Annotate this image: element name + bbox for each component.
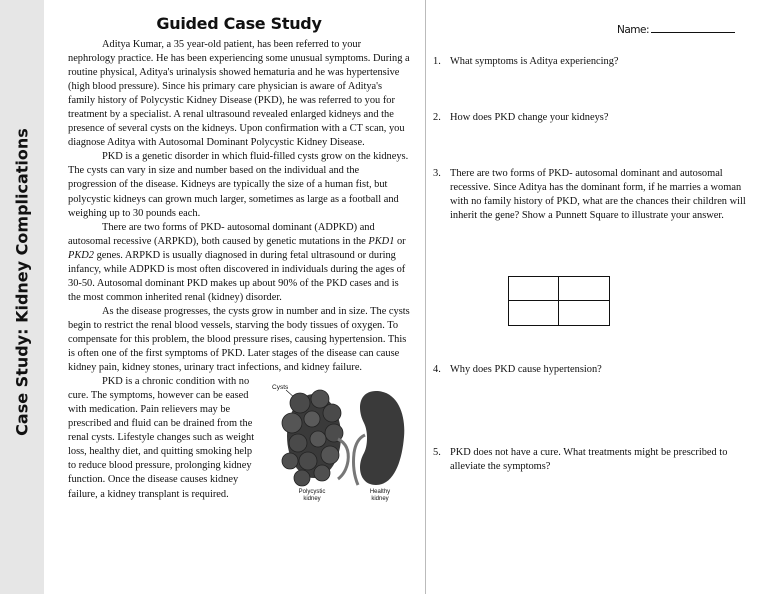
sidebar-label: Case Study: Kidney Complications	[12, 128, 32, 436]
name-field[interactable]	[617, 22, 735, 36]
paragraph-pkd-forms	[68, 221, 410, 305]
question-text: What symptoms is Aditya experiencing?	[450, 56, 619, 67]
question-text: How does PKD change your kidneys?	[450, 112, 609, 123]
question-number: 2.	[433, 112, 441, 123]
cysts-label: Cysts	[272, 384, 289, 392]
question-number: 5.	[433, 447, 441, 458]
healthy-label-2: kidney	[371, 496, 389, 503]
question-5	[433, 446, 759, 474]
paragraph-treatment: PKD is a chronic condition with no cure. The symptoms, however can be eased with medication. Pain relievers may be prescribed and fluid can be drained from the renal cysts. Lifestyle changes such as weight loss, healthy diet, and quitting smoking help to reduce blood pressure, prolonging kidney function. Once the disease causes kidney failure, a kidney transplant is required.	[68, 376, 255, 500]
paragraph-intro: Aditya Kumar, a 35 year-old patient, has been referred to your nephrology practice. He has been experiencing some unusual symptoms. During a routine physical, Aditya's urinalysis showed hematuria and he was hypertensive (high blood pressure). Since his primary care physician is aware of Aditya's family history of Polycystic Kidney Disease (PKD), he was referred to you for treatment by a specialist. A renal ultrasound revealed enlarged kidneys and the presence of several cysts on the kidneys. Upon confirmation with a CT scan, you diagnose Aditya with Autosomal Dominant Polycystic Kidney Disease.	[68, 39, 410, 149]
case-study-column	[68, 12, 410, 502]
question-number: 4.	[433, 364, 441, 375]
name-label: Name:	[617, 24, 650, 36]
question-number: 3.	[433, 168, 441, 179]
column-divider	[425, 0, 426, 594]
healthy-kidney-drawing	[354, 391, 405, 485]
question-number: 1.	[433, 56, 441, 67]
question-text: PKD does not have a cure. What treatments might be prescribed to alleviate the symptoms?	[450, 447, 728, 472]
polycystic-label-1: Polycystic	[298, 489, 326, 496]
polycystic-kidney-drawing	[282, 390, 348, 486]
name-blank-line[interactable]	[651, 22, 735, 33]
para3-before: There are two forms of PKD- autosomal dominant (ADPKD) and autosomal recessive (ARPKD), both caused by genetic mutations in the	[68, 221, 375, 247]
question-1	[433, 55, 759, 69]
sidebar-banner	[0, 0, 44, 594]
punnett-divider-horizontal	[509, 300, 609, 301]
gene-pkd2: PKD2	[68, 249, 94, 261]
kidney-illustration	[268, 381, 408, 515]
question-3	[433, 167, 759, 223]
question-2	[433, 111, 759, 125]
healthy-label-1: Healthy	[369, 489, 391, 496]
question-text: Why does PKD cause hypertension?	[450, 364, 602, 375]
treatment-section	[68, 375, 410, 501]
para3-or: or	[394, 235, 406, 247]
punnett-square[interactable]	[508, 276, 610, 326]
paragraph-pkd-definition: PKD is a genetic disorder in which fluid-filled cysts grow on the kidneys. The cysts can vary in size and number based on the individual and the progression of the disease. Kidneys are typically the size of a human fist, but polycystic kidneys can grown much larger, sometimes as large as a football and weighing up to 30 pounds each.	[68, 151, 409, 219]
paragraph-progression: As the disease progresses, the cysts grow in number and in size. The cysts begin to restrict the renal blood vessels, starving the body tissues of oxygen. To compensate for this problem, the blood pressure rises, causing hypertension. This is often one of the first symptoms of PKD. Later stages of the disease can cause kidney pain, kidney stones, urinary tract infections, and kidney failure.	[68, 305, 410, 374]
page-title: Guided Case Study	[156, 14, 322, 33]
question-4	[433, 363, 759, 377]
gene-pkd1: PKD1	[368, 235, 395, 247]
para3-after: genes. ARPKD is usually diagnosed in during fetal ultrasound or during infancy, while ADPKD is most often discovered in individuals during the ages of 30-50. Autosomal dominant PKD makes up about 90% of the PKD cases and is the most common inherited renal (kidney) disorder.	[68, 249, 406, 303]
polycystic-label-2: kidney	[303, 496, 321, 503]
punnett-divider-vertical	[558, 277, 559, 325]
question-text: There are two forms of PKD- autosomal dominant and autosomal recessive. Since Aditya has the dominant form, if he marries a woman with no family history of PKD, what are the chances their children will inherit the gene? Show a Punnett Square to illustrate your answer.	[450, 168, 746, 221]
